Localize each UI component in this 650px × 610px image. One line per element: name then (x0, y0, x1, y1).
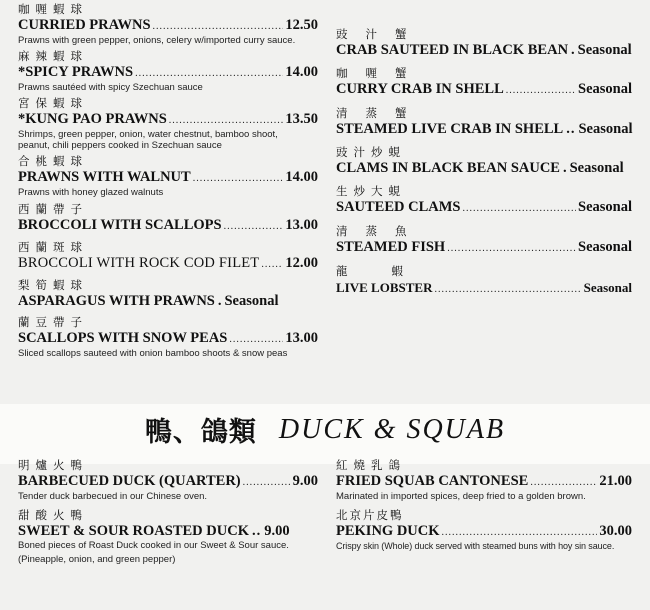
item-chinese-name: 宮保蝦球 (18, 96, 88, 110)
item-description: (Pineapple, onion, and green pepper) (18, 554, 176, 565)
right-menu-column (336, 27, 632, 298)
menu-item-asparagus-with-prawns: 梨筍蝦球 ASPARAGUS WITH PRAWNS . Seasonal (18, 278, 318, 310)
menu-item-live-lobster (336, 264, 632, 298)
item-price: 13.00 (285, 330, 318, 346)
menu-item-sauteed-clams (336, 184, 632, 217)
menu-item-steamed-fish (336, 224, 632, 257)
item-price: Seasonal (578, 199, 632, 215)
item-price: 30.00 (599, 523, 632, 539)
item-price: 13.50 (285, 111, 318, 127)
item-name: BROCCOLI WITH SCALLOPS (18, 217, 222, 233)
item-description: Marinated in imported spices, deep fried to a golden brown. (336, 491, 586, 502)
item-description: Prawns with green pepper, onions, celery w/imported curry sauce. (18, 35, 296, 46)
item-name: *KUNG PAO PRAWNS (18, 111, 167, 127)
item-chinese-name: 豉汁炒蜆 (336, 145, 406, 159)
menu-item-barbecued-duck (18, 458, 318, 502)
menu-item-broccoli-with-rock-cod-filet (18, 240, 318, 273)
item-chinese-name: 紅燒乳鴿 (336, 458, 406, 472)
menu-item-peking-duck (336, 508, 632, 552)
item-description: Tender duck barbecued in our Chinese oven. (18, 491, 208, 502)
menu-item-broccoli-with-scallops (18, 202, 318, 235)
item-chinese-name: 生炒大蜆 (336, 184, 406, 198)
item-name: ASPARAGUS WITH PRAWNS (18, 293, 215, 309)
item-name: PEKING DUCK (336, 523, 440, 539)
item-name: SCALLOPS WITH SNOW PEAS (18, 330, 228, 346)
item-price: Seasonal (578, 81, 632, 97)
item-description: Crispy skin (Whole) duck served with steamed buns with hoy sin sauce. (336, 541, 615, 551)
item-chinese-name: 龍蝦 (336, 264, 447, 278)
item-chinese-name: 蘭豆帶子 (18, 315, 88, 329)
section-title-chinese: 鴨、鴿類 (144, 417, 257, 448)
item-name: STEAMED FISH (336, 239, 446, 255)
menu-item-prawns-with-walnut (18, 154, 318, 198)
item-description: Prawns with honey glazed walnuts (18, 187, 164, 198)
item-name: CURRIED PRAWNS (18, 17, 151, 33)
item-chinese-name: 清蒸魚 (336, 224, 425, 238)
section-title-english: DUCK & SQUAB (278, 413, 506, 445)
item-chinese-name: 咖喱蟹 (336, 66, 425, 80)
item-chinese-name: 北京片皮鴨 (336, 508, 404, 522)
item-name: FRIED SQUAB CANTONESE (336, 473, 529, 489)
menu-item-curry-crab (336, 66, 632, 99)
duck-right-column (336, 458, 632, 552)
menu-item-scallops-with-snow-peas (18, 315, 318, 359)
item-name: SAUTEED CLAMS (336, 199, 461, 215)
item-name: CURRY CRAB IN SHELL (336, 81, 504, 97)
item-price: 21.00 (599, 473, 632, 489)
item-chinese-name: 西蘭斑球 (18, 240, 88, 254)
item-price: 12.00 (285, 255, 318, 271)
item-price: 14.00 (285, 64, 318, 80)
item-price: Seasonal (583, 280, 632, 295)
item-name: CRAB SAUTEED IN BLACK BEAN (336, 42, 569, 58)
menu-item-spicy-prawns (18, 49, 318, 93)
item-price: 13.00 (285, 217, 318, 233)
item-price: 9.00 (264, 523, 290, 539)
item-chinese-name: 西蘭帶子 (18, 202, 88, 216)
item-chinese-name: 清蒸蟹 (336, 106, 425, 120)
menu-item-clams-black-bean: 豉汁炒蜆 CLAMS IN BLACK BEAN SAUCE . Seasonal (336, 145, 632, 177)
item-price: Seasonal (577, 42, 632, 58)
menu-item-kung-pao-prawns (18, 96, 318, 151)
item-description: Shrimps, green pepper, onion, water chestnut, bamboo shoot, (18, 129, 278, 140)
item-name: SWEET & SOUR ROASTED DUCK (18, 523, 249, 539)
item-name: LIVE LOBSTER (336, 280, 433, 295)
item-name: BROCCOLI WITH ROCK COD FILET (18, 255, 260, 271)
menu-item-steamed-live-crab: 清蒸蟹 STEAMED LIVE CRAB IN SHELL .. Seasonal (336, 106, 633, 137)
item-price: 14.00 (285, 169, 318, 185)
item-description: Boned pieces of Roast Duck cooked in our Sweet & Sour sauce. (18, 540, 289, 551)
item-chinese-name: 梨筍蝦球 (18, 278, 88, 292)
item-description: Prawns sautéed with spicy Szechuan sauce (18, 82, 203, 93)
item-name: BARBECUED DUCK (QUARTER) (18, 473, 241, 489)
item-chinese-name: 咖喱蝦球 (18, 2, 88, 16)
item-name: PRAWNS WITH WALNUT (18, 169, 191, 185)
item-name: *SPICY PRAWNS (18, 64, 134, 80)
menu-item-sweet-sour-roasted-duck: 甜酸火鴨 SWEET & SOUR ROASTED DUCK .. 9.00 Boned pieces of Roast Duck cooked in our Sweet & Sour sauce. (Pineapple, onion, and green pepper) (18, 508, 318, 565)
item-name: CLAMS IN BLACK BEAN SAUCE (336, 160, 560, 176)
menu-item-fried-squab-cantonese (336, 458, 632, 502)
item-chinese-name: 麻辣蝦球 (18, 49, 88, 63)
item-chinese-name: 明爐火鴨 (18, 458, 88, 472)
menu-item-curried-prawns (18, 2, 318, 46)
left-menu-column (18, 2, 318, 359)
duck-left-column (18, 458, 318, 565)
item-chinese-name: 合桃蝦球 (18, 154, 88, 168)
item-description: Sliced scallops sauteed with onion bamboo shoots & snow peas (18, 348, 288, 359)
item-price: Seasonal (224, 293, 279, 309)
menu-item-crab-black-bean: 豉汁蟹 CRAB SAUTEED IN BLACK BEAN . Seasonal (336, 27, 632, 58)
item-price: Seasonal (569, 160, 624, 176)
item-price: 9.00 (292, 473, 318, 489)
section-title-duck-squab (0, 410, 650, 449)
item-price: 12.50 (285, 17, 318, 33)
item-price: Seasonal (578, 121, 633, 137)
item-chinese-name: 豉汁蟹 (336, 27, 425, 41)
item-chinese-name: 甜酸火鴨 (18, 508, 88, 522)
item-description: peanut, chili peppers cooked in Szechuan sauce (18, 140, 222, 151)
item-price: Seasonal (578, 239, 632, 255)
item-name: STEAMED LIVE CRAB IN SHELL (336, 121, 564, 137)
